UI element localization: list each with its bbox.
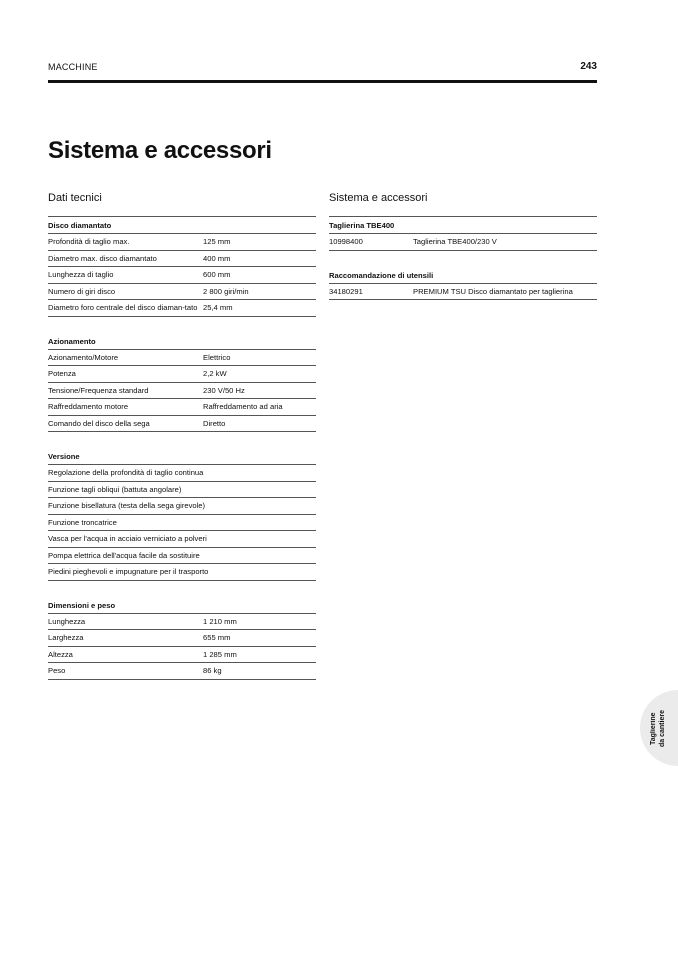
row-label: Azionamento/Motore: [48, 352, 119, 362]
feature-text: Pompa elettrica dell'acqua facile da sostituire: [48, 550, 200, 560]
row-label: Profondità di taglio max.: [48, 237, 130, 246]
table-row: [48, 630, 316, 647]
feature-text: Regolazione della profondità di taglio continua: [48, 468, 204, 477]
group-title-utensili: Raccomandazione di utensili: [329, 267, 597, 284]
table-row: [48, 284, 316, 301]
table-row: [48, 399, 316, 416]
technical-data-column: [48, 190, 316, 680]
row-label: Tensione/Frequenza standard: [48, 385, 149, 395]
feature-text: Funzione troncatrice: [48, 517, 117, 527]
group-title-versione: Versione: [48, 448, 316, 465]
table-row: [48, 300, 316, 317]
row-value: 2,2 kW: [203, 369, 227, 378]
list-item: [48, 498, 316, 515]
row-value: Elettrico: [203, 352, 231, 362]
table-row: [48, 383, 316, 400]
row-value: 400 mm: [203, 253, 231, 263]
row-label: Altezza: [48, 649, 73, 659]
article-number: 34180291: [329, 286, 363, 296]
row-label: Diametro foro centrale del disco diaman-tato: [48, 303, 198, 312]
group-title-dimensioni: Dimensioni e peso: [48, 597, 316, 614]
accessories-heading: Sistema e accessori: [329, 190, 597, 217]
table-row: [48, 416, 316, 433]
row-value: 230 V/50 Hz: [203, 385, 245, 395]
accessories-column: [329, 190, 597, 300]
list-item: [48, 482, 316, 499]
row-value: Raffreddamento ad aria: [203, 402, 283, 411]
table-row: [48, 647, 316, 664]
article-number: 10998400: [329, 237, 363, 246]
row-value: 655 mm: [203, 633, 231, 642]
list-item: [48, 515, 316, 532]
group-title-disco: Disco diamantato: [48, 217, 316, 234]
row-label: Lunghezza: [48, 616, 86, 626]
row-value: 2 800 giri/min: [203, 286, 249, 296]
row-label: Raffreddamento motore: [48, 402, 129, 411]
feature-text: Funzione bisellatura (testa della sega girevole): [48, 501, 206, 510]
row-label: Diametro max. disco diamantato: [48, 253, 157, 263]
list-item: [48, 531, 316, 548]
article-description: Taglierina TBE400/230 V: [413, 237, 497, 246]
article-description: PREMIUM TSU Disco diamantato per taglierina: [413, 286, 573, 296]
list-item: [48, 548, 316, 565]
table-row: [329, 284, 597, 301]
page-number: 243: [580, 61, 597, 72]
table-row: [48, 267, 316, 284]
page-header: [48, 60, 597, 83]
chapter-tab-line-2: da cantiere: [659, 710, 666, 748]
page-title: Sistema e accessori: [48, 137, 272, 164]
feature-text: Vasca per l'acqua in acciaio verniciato a polveri: [48, 534, 207, 543]
feature-text: Piedini pieghevoli e impugnature per il trasporto: [48, 567, 209, 576]
group-title-taglierina: Taglierina TBE400: [329, 217, 597, 234]
group-title-azionamento: Azionamento: [48, 333, 316, 350]
row-label: Potenza: [48, 369, 76, 378]
row-value: 125 mm: [203, 237, 231, 246]
feature-text: Funzione tagli obliqui (battuta angolare): [48, 484, 182, 494]
row-value: 1 285 mm: [203, 649, 237, 659]
list-item: [48, 564, 316, 581]
table-row: [48, 234, 316, 251]
row-value: Diretto: [203, 418, 226, 428]
row-value: 25,4 mm: [203, 303, 233, 312]
row-value: 600 mm: [203, 270, 231, 279]
table-row: [48, 366, 316, 383]
chapter-tab-label: [649, 708, 671, 750]
row-label: Lunghezza di taglio: [48, 270, 114, 279]
chapter-tab-line-1: Taglierine: [650, 712, 657, 746]
row-label: Numero di giri disco: [48, 286, 116, 296]
table-row: [48, 614, 316, 631]
table-row: [48, 251, 316, 268]
row-value: 1 210 mm: [203, 616, 237, 626]
row-label: Comando del disco della sega: [48, 418, 150, 428]
table-row: [329, 234, 597, 251]
section-label: MACCHINE: [48, 62, 98, 72]
list-item: [48, 465, 316, 482]
row-value: 86 kg: [203, 666, 222, 675]
table-row: [48, 350, 316, 367]
row-label: Peso: [48, 666, 66, 675]
table-row: [48, 663, 316, 680]
technical-data-heading: Dati tecnici: [48, 190, 316, 217]
row-label: Larghezza: [48, 633, 84, 642]
